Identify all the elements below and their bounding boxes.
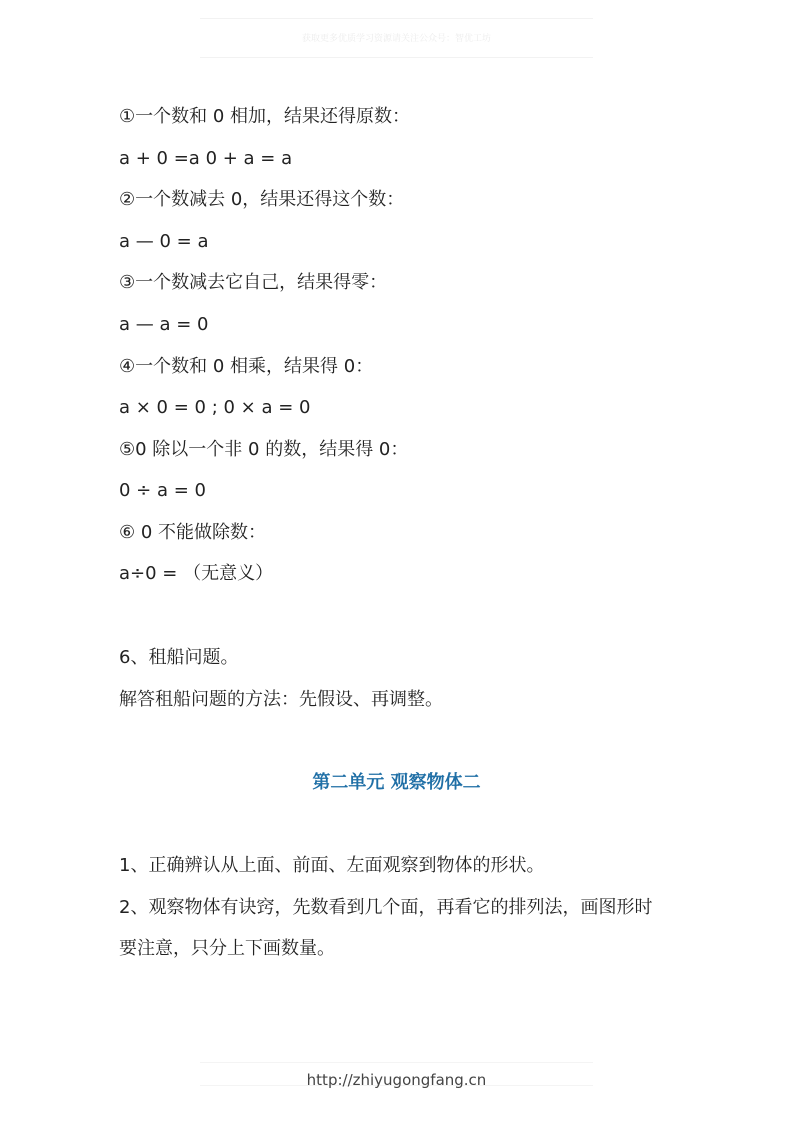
unit-2-heading: 第二单元 观察物体二 bbox=[312, 772, 481, 793]
rule-5-text: ⑤0 除以一个非 0 的数，结果得 0： bbox=[119, 439, 409, 460]
rule-1-text: ①一个数和 0 相加，结果还得原数： bbox=[119, 106, 411, 127]
rule-4-text: ④一个数和 0 相乘，结果得 0： bbox=[119, 356, 374, 377]
unit-2-point-2: 2、观察物体有诀窍，先数看到几个面，再看它的排列法，画图形时 bbox=[119, 897, 653, 918]
rule-2-text: ②一个数减去 0，结果还得这个数： bbox=[119, 189, 405, 210]
rule-5-formula: 0 ÷ a = 0 bbox=[119, 480, 206, 501]
rule-1-formula: a + 0 =a 0 + a = a bbox=[119, 148, 293, 169]
rule-4-formula: a × 0 = 0 ; 0 × a = 0 bbox=[119, 397, 311, 418]
unit-2-point-1: 1、正确辨认从上面、前面、左面观察到物体的形状。 bbox=[119, 855, 545, 876]
rule-3-formula: a — a = 0 bbox=[119, 314, 209, 335]
item-6-title: 6、租船问题。 bbox=[119, 647, 239, 668]
rule-6-formula: a÷0 = （无意义） bbox=[119, 563, 274, 584]
rule-3-text: ③一个数减去它自己，结果得零： bbox=[119, 272, 388, 293]
rule-2-formula: a — 0 = a bbox=[119, 231, 209, 252]
item-6-method: 解答租船问题的方法：先假设、再调整。 bbox=[119, 689, 443, 710]
header-watermark: 获取更多优质学习资源请关注公众号：智优工坊 bbox=[200, 18, 593, 58]
footer-url: http://zhiyugongfang.cn bbox=[306, 1071, 487, 1089]
rule-6-text: ⑥ 0 不能做除数： bbox=[119, 522, 267, 543]
unit-2-point-2-cont: 要注意，只分上下画数量。 bbox=[119, 938, 335, 959]
